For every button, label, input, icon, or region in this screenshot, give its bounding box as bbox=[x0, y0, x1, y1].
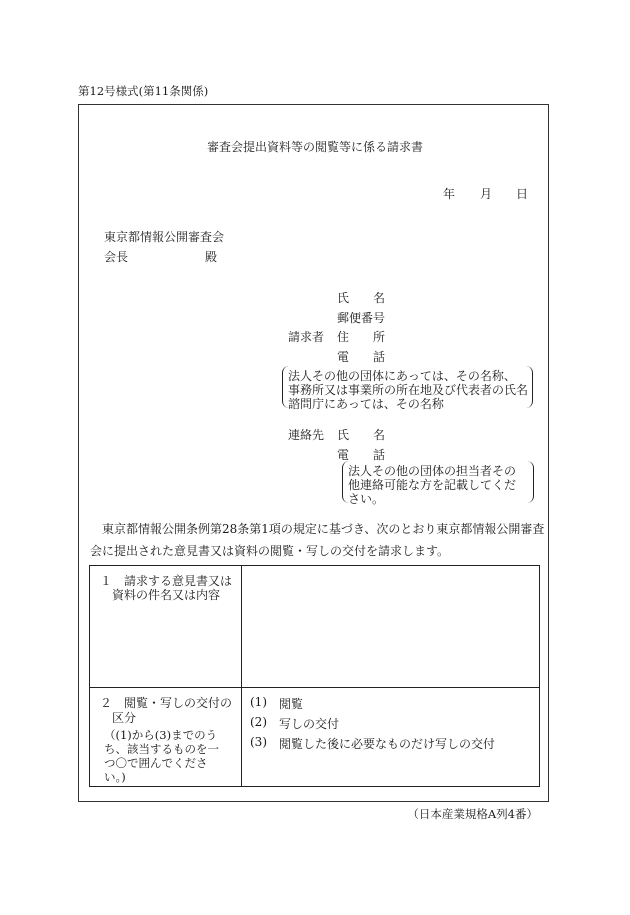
option-1-number: (1) bbox=[250, 695, 267, 709]
contact-phone-label: 電 話 bbox=[337, 448, 386, 462]
row2-instruction-line: ち、該当するものを一 bbox=[104, 742, 219, 756]
requester-address-label: 住 所 bbox=[337, 330, 386, 344]
form-number: 第12号様式(第11条関係) bbox=[78, 84, 209, 98]
date-month-label: 月 bbox=[480, 187, 493, 201]
row1-label-line: 資料の件名又は内容 bbox=[100, 588, 221, 602]
contact-note-line: 法人その他の団体の担当者その bbox=[348, 464, 517, 478]
date-year-label: 年 bbox=[443, 187, 456, 201]
row1-label-line: １ 請求する意見書又は bbox=[100, 574, 233, 588]
row2-label-line: 区分 bbox=[100, 711, 137, 725]
requester-note-line: 事務所又は事業所の所在地及び代表者の氏名 bbox=[288, 383, 529, 397]
request-table bbox=[89, 565, 540, 787]
requester-name-label: 氏 名 bbox=[337, 291, 386, 305]
row2-instruction-line: （(1)から(3)までのう bbox=[104, 728, 218, 742]
row1-value-field[interactable] bbox=[250, 572, 530, 682]
option-3-number: (3) bbox=[250, 735, 267, 749]
request-statement-line: 会に提出された意見書又は資料の閲覧・写しの交付を請求します。 bbox=[90, 544, 450, 558]
requester-label: 請求者 bbox=[288, 330, 325, 344]
addressee-organization: 東京都情報公開審査会 bbox=[104, 230, 225, 244]
row2-label-line: ２ 閲覧・写しの交付の bbox=[100, 696, 233, 710]
requester-note-line: 法人その他の団体にあっては、その名称、 bbox=[288, 369, 516, 383]
contact-note-line: 他連絡可能な方を記載してくだ bbox=[348, 478, 517, 492]
requester-phone-label: 電 話 bbox=[337, 350, 386, 364]
contact-note-line: さい。 bbox=[348, 492, 385, 506]
table-row-divider bbox=[90, 687, 539, 688]
contact-name-label: 氏 名 bbox=[337, 428, 386, 442]
addressee-role: 会長 bbox=[104, 250, 129, 264]
table-column-divider bbox=[241, 566, 242, 786]
option-1-label[interactable]: 閲覧 bbox=[279, 697, 304, 711]
requester-note-line: 諮問庁にあっては、その名称 bbox=[288, 397, 444, 411]
paper-size-note: （日本産業規格A列4番） bbox=[407, 807, 538, 821]
date-day-label: 日 bbox=[516, 187, 529, 201]
option-2-label[interactable]: 写しの交付 bbox=[279, 717, 340, 731]
request-statement-line: 東京都情報公開条例第28条第1項の規定に基づき、次のとおり東京都情報公開審査 bbox=[90, 522, 545, 536]
row2-instruction-line: つ〇で囲んでくださ bbox=[104, 756, 208, 770]
contact-label: 連絡先 bbox=[288, 428, 325, 442]
option-2-number: (2) bbox=[250, 715, 267, 729]
addressee-honorific: 殿 bbox=[205, 250, 218, 264]
option-3-label[interactable]: 閲覧した後に必要なものだけ写しの交付 bbox=[279, 737, 496, 751]
row2-instruction-line: い。) bbox=[104, 770, 126, 784]
requester-postal-label: 郵便番号 bbox=[337, 311, 386, 325]
request-statement bbox=[90, 518, 550, 562]
document-title: 審査会提出資料等の閲覧等に係る請求書 bbox=[206, 140, 423, 154]
